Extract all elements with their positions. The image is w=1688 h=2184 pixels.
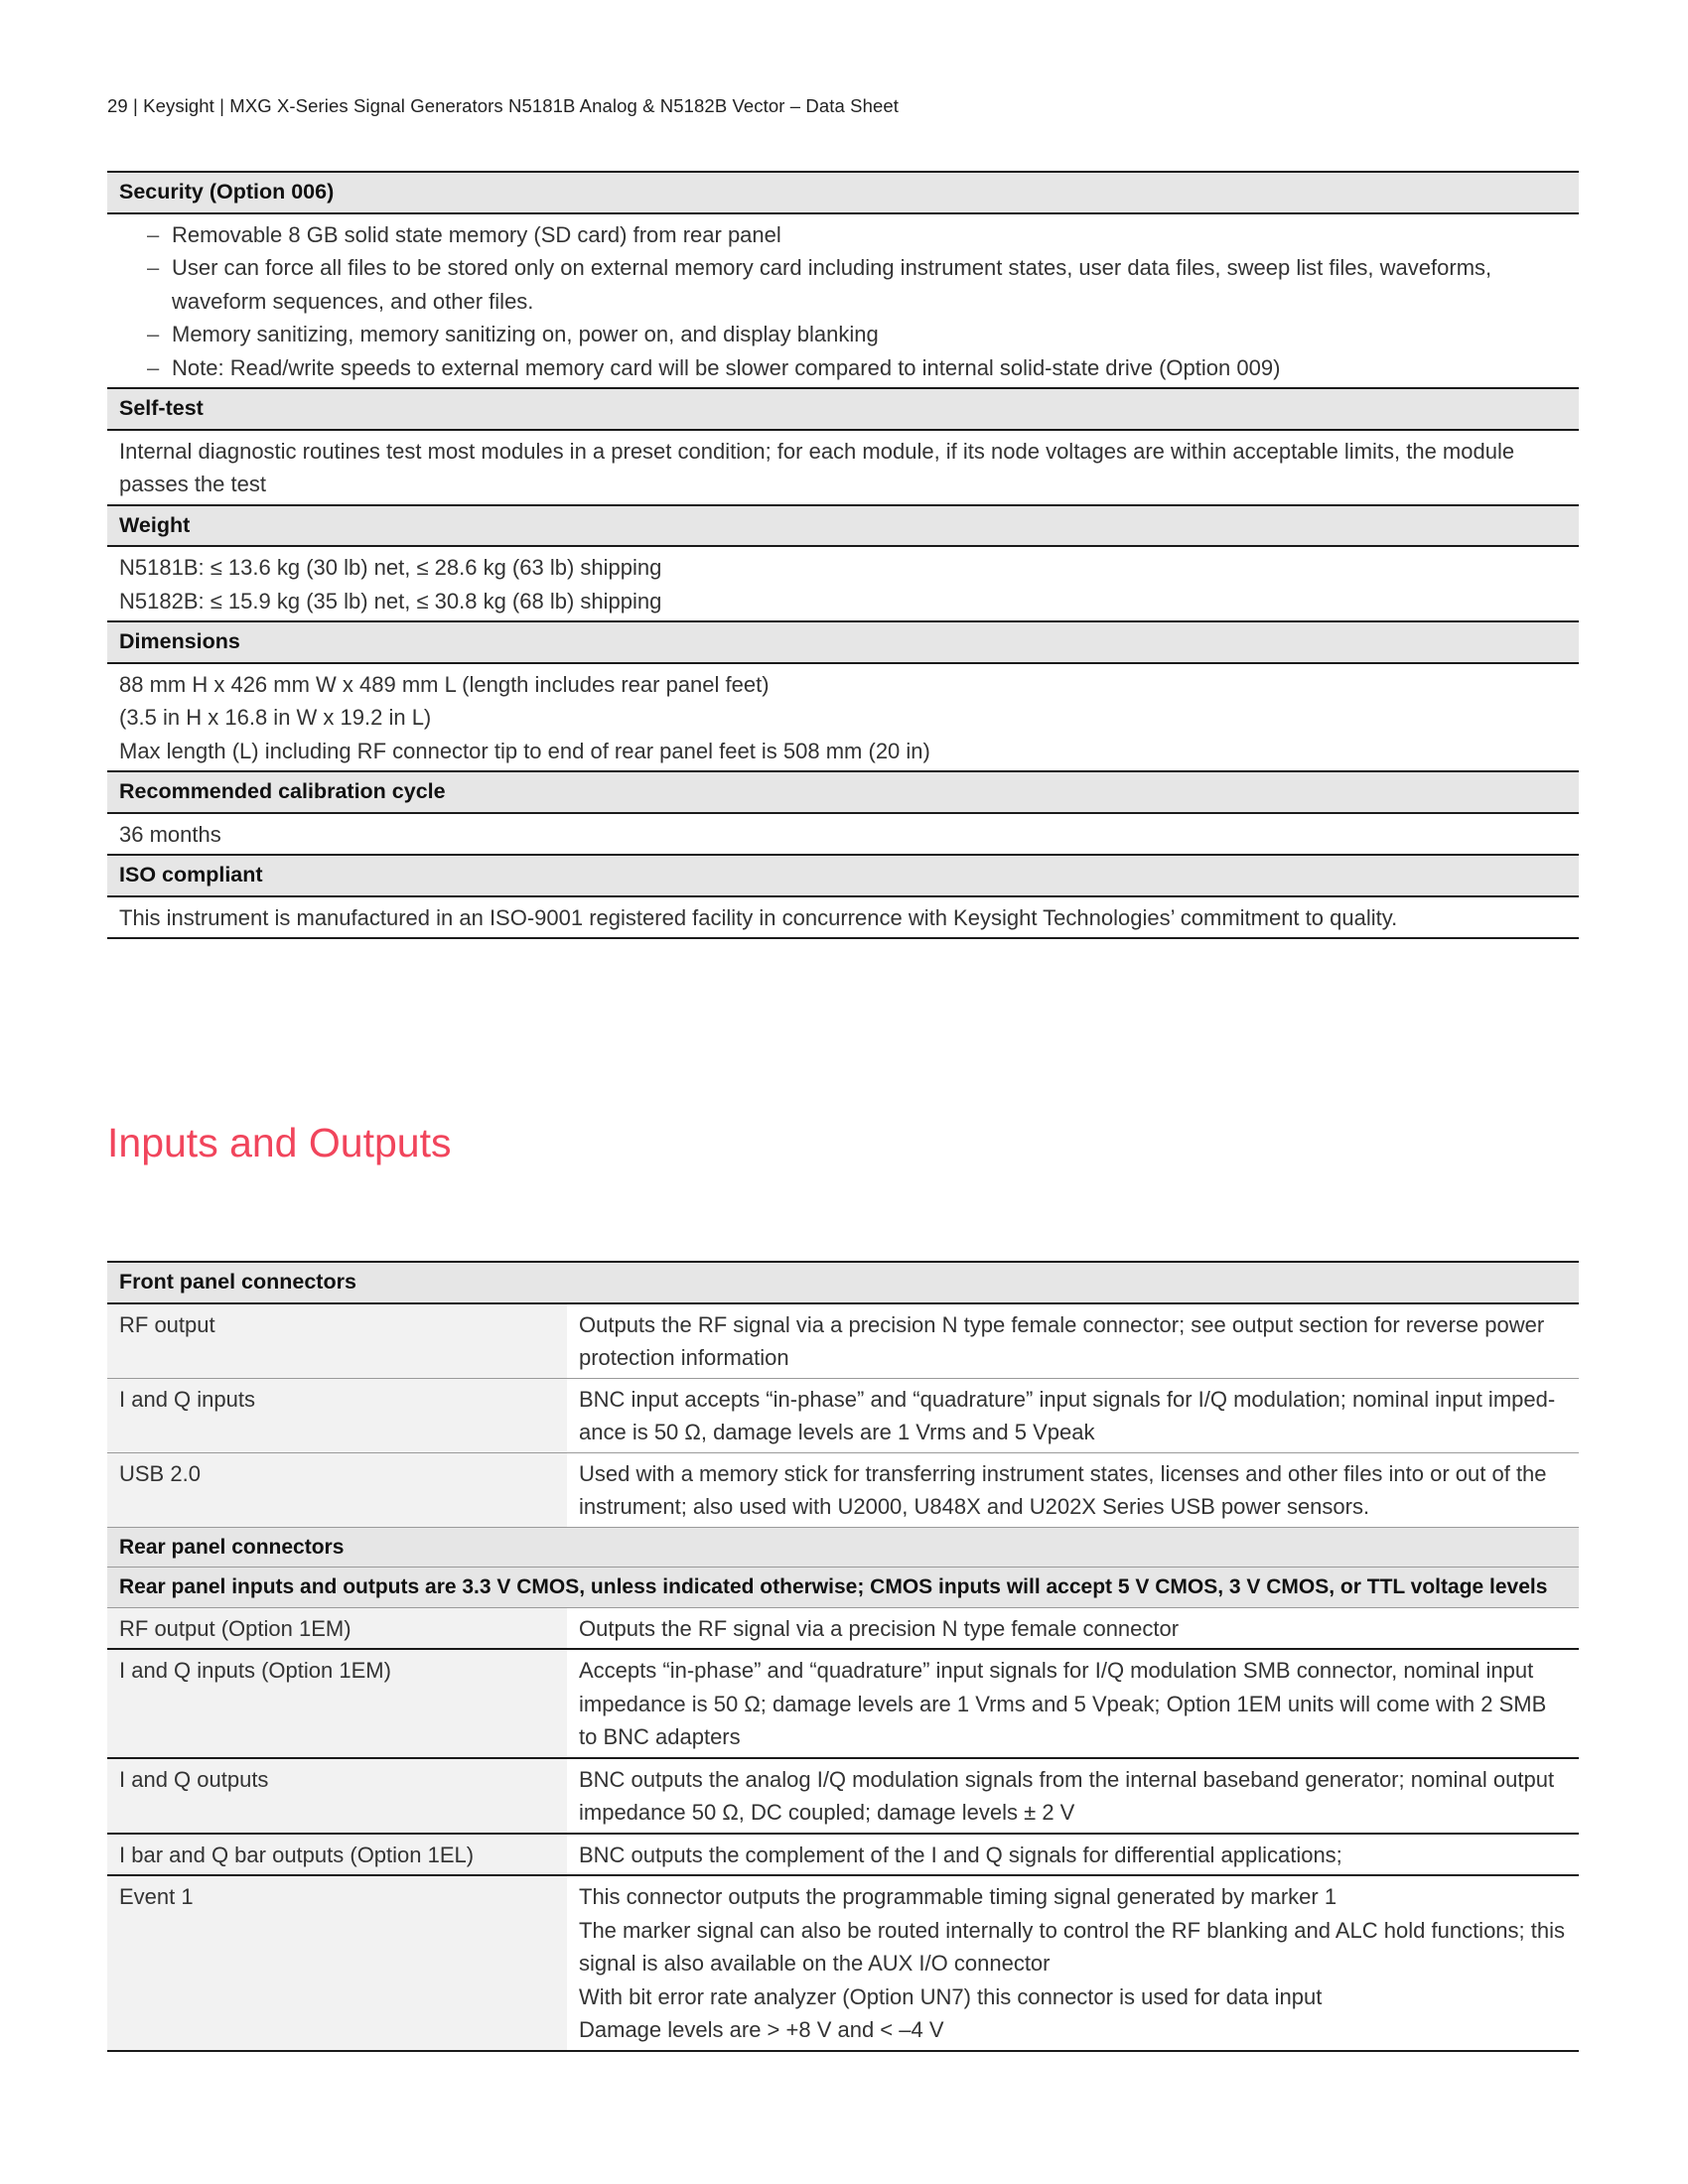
event1-line: Damage levels are > +8 V and < –4 V bbox=[579, 2017, 944, 2042]
rear-panel-note: Rear panel inputs and outputs are 3.3 V CMOS, unless indicated otherwise; CMOS inputs will accept 5 V CMOS, 3 V CMOS, or TTL voltage levels bbox=[107, 1568, 1579, 1608]
connector-label: USB 2.0 bbox=[107, 1452, 567, 1527]
connector-label: RF output bbox=[107, 1303, 567, 1379]
connector-description: Outputs the RF signal via a precision N type female connector; see output section for reverse power protection information bbox=[567, 1303, 1579, 1379]
list-item: – User can force all files to be stored only on external memory card including instrument states, user data files, sweep list files, waveforms, waveform sequences, and other files. bbox=[147, 251, 1567, 318]
dimensions-line: (3.5 in H x 16.8 in W x 19.2 in L) bbox=[119, 705, 432, 730]
weight-line: N5181B: ≤ 13.6 kg (30 lb) net, ≤ 28.6 kg (63 lb) shipping bbox=[119, 555, 662, 580]
self-test-header-row bbox=[107, 388, 1579, 430]
table-row bbox=[107, 1649, 1579, 1758]
calibration-body-row bbox=[107, 813, 1579, 856]
rear-panel-header-row bbox=[107, 1527, 1579, 1568]
event1-line: This connector outputs the programmable timing signal generated by marker 1 bbox=[579, 1884, 1337, 1909]
dimensions-line: 88 mm H x 426 mm W x 489 mm L (length includes rear panel feet) bbox=[119, 671, 770, 697]
connector-label: I and Q inputs (Option 1EM) bbox=[107, 1649, 567, 1758]
weight-title: Weight bbox=[107, 505, 1579, 547]
iso-text: This instrument is manufactured in an ISO-9001 registered facility in concurrence with Keysight Technologies’ commitment to quality. bbox=[107, 896, 1579, 939]
connector-label: I bar and Q bar outputs (Option 1EL) bbox=[107, 1834, 567, 1876]
connector-label: I and Q outputs bbox=[107, 1758, 567, 1834]
calibration-title: Recommended calibration cycle bbox=[107, 771, 1579, 813]
connector-description: Outputs the RF signal via a precision N type female connector bbox=[567, 1607, 1579, 1649]
rear-panel-title: Rear panel connectors bbox=[107, 1527, 1579, 1568]
table-row bbox=[107, 1875, 1579, 2051]
iso-body-row bbox=[107, 896, 1579, 939]
io-connectors-table bbox=[107, 1261, 1579, 2052]
weight-line: N5182B: ≤ 15.9 kg (35 lb) net, ≤ 30.8 kg (68 lb) shipping bbox=[119, 588, 662, 614]
running-header: 29 | Keysight | MXG X-Series Signal Generators N5181B Analog & N5182B Vector – Data Sheet bbox=[107, 95, 899, 116]
general-specs-table bbox=[107, 171, 1579, 939]
security-header-row bbox=[107, 172, 1579, 213]
self-test-text: Internal diagnostic routines test most modules in a preset condition; for each module, if its node voltages are within acceptable limits, the module passes the test bbox=[107, 430, 1579, 505]
connector-description: BNC outputs the analog I/Q modulation signals from the internal baseband generator; nominal output impedance 50 Ω, DC coupled; damage levels ± 2 V bbox=[567, 1758, 1579, 1834]
connector-label: RF output (Option 1EM) bbox=[107, 1607, 567, 1649]
calibration-text: 36 months bbox=[107, 813, 1579, 856]
security-body-row bbox=[107, 213, 1579, 389]
iso-title: ISO compliant bbox=[107, 855, 1579, 896]
list-item: – Note: Read/write speeds to external memory card will be slower compared to internal solid-state drive (Option 009) bbox=[147, 351, 1567, 385]
front-panel-header-row bbox=[107, 1262, 1579, 1303]
table-row bbox=[107, 1834, 1579, 1876]
connector-label: I and Q inputs bbox=[107, 1378, 567, 1452]
table-row bbox=[107, 1758, 1579, 1834]
connector-description: BNC outputs the complement of the I and Q signals for differential applications; bbox=[567, 1834, 1579, 1876]
security-title: Security (Option 006) bbox=[107, 172, 1579, 213]
connector-description bbox=[567, 1875, 1579, 2051]
self-test-title: Self-test bbox=[107, 388, 1579, 430]
section-heading: Inputs and Outputs bbox=[107, 1120, 452, 1165]
connector-label: Event 1 bbox=[107, 1875, 567, 2051]
iso-header-row bbox=[107, 855, 1579, 896]
table-row bbox=[107, 1607, 1579, 1649]
connector-description: Used with a memory stick for transferring instrument states, licenses and other files into or out of the instrument; also used with U2000, U848X and U202X Series USB power sensors. bbox=[567, 1452, 1579, 1527]
table-row bbox=[107, 1452, 1579, 1527]
event1-line: With bit error rate analyzer (Option UN7) this connector is used for data input bbox=[579, 1983, 1323, 2009]
rear-panel-note-row bbox=[107, 1568, 1579, 1608]
self-test-body-row bbox=[107, 430, 1579, 505]
weight-body-row bbox=[107, 546, 1579, 621]
dimensions-line: Max length (L) including RF connector tip to end of rear panel feet is 508 mm (20 in) bbox=[119, 738, 930, 763]
dimensions-header-row bbox=[107, 621, 1579, 663]
calibration-header-row bbox=[107, 771, 1579, 813]
list-item: – Removable 8 GB solid state memory (SD card) from rear panel bbox=[147, 218, 1567, 252]
list-item: – Memory sanitizing, memory sanitizing on, power on, and display blanking bbox=[147, 318, 1567, 351]
table-row bbox=[107, 1303, 1579, 1379]
dimensions-title: Dimensions bbox=[107, 621, 1579, 663]
security-list bbox=[119, 218, 1567, 385]
table-row bbox=[107, 1378, 1579, 1452]
connector-description: BNC input accepts “in-phase” and “quadrature” input signals for I/Q modulation; nominal input imped-ance is 50 Ω, damage levels are 1 Vrms and 5 Vpeak bbox=[567, 1378, 1579, 1452]
connector-description: Accepts “in-phase” and “quadrature” input signals for I/Q modulation SMB connector, nominal input impedance is 50 Ω; damage levels are 1 Vrms and 5 Vpeak; Option 1EM units will come with 2 SMB to BNC adapters bbox=[567, 1649, 1579, 1758]
weight-header-row bbox=[107, 505, 1579, 547]
dimensions-body-row bbox=[107, 663, 1579, 772]
front-panel-title: Front panel connectors bbox=[107, 1262, 1579, 1303]
event1-line: The marker signal can also be routed internally to control the RF blanking and ALC hold functions; this signal is also available on the AUX I/O connector bbox=[579, 1917, 1565, 1976]
